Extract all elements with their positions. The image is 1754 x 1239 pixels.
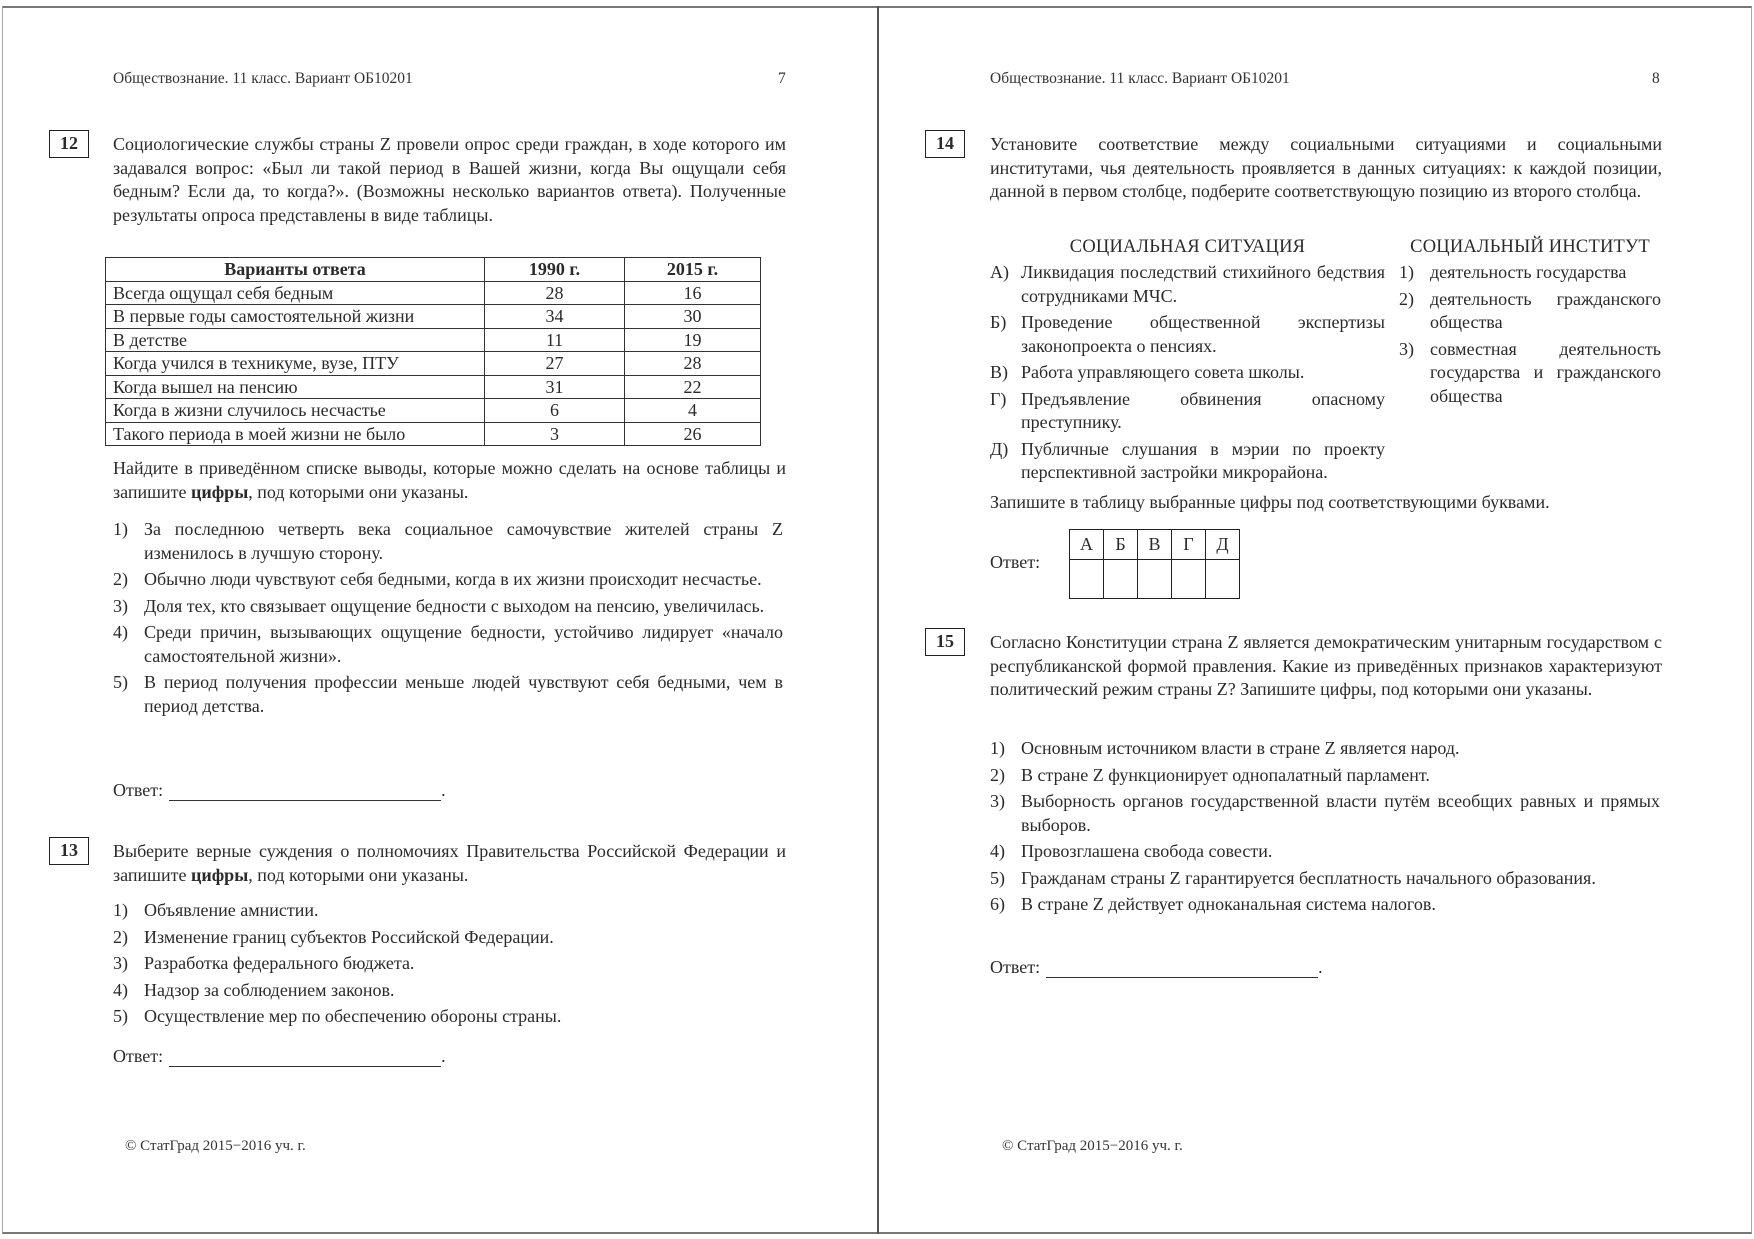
grid-letter: В [1138,530,1172,560]
row-label: В детстве [106,328,485,352]
value-1990: 3 [485,422,625,446]
page-number: 8 [1652,70,1660,87]
situation-item: Д) Публичные слушания в мэрии по проекту перспективной застройки микрорайона. [990,438,1385,482]
column-header: Варианты ответа [106,258,485,282]
option-item: 5) В период получения профессии меньше людей чувствуют себя бедными, чем в период детства. [113,672,783,716]
option-item: 3) Разработка федерального бюджета. [113,953,415,973]
value-1990: 27 [485,352,625,376]
task-12-intro: Социологические службы страны Z провели опрос среди граждан, в ходе которого им задавался вопрос: «Был ли такой период в Вашей жизни, когда Вы ощущали себя бедным? Если да, то когда?». (Возможны несколько вариантов ответа). Полученные результаты опроса представлены в виде таблицы. [113,134,786,225]
survey-table-wrap [105,257,761,446]
task-15-options [990,737,1660,920]
row-label: В первые годы самостоятельной жизни [106,305,485,329]
value-1990: 11 [485,328,625,352]
value-1990: 28 [485,281,625,305]
task-14-instruction: Запишите в таблицу выбранные цифры под соответствующими буквами. [990,492,1550,512]
value-2015: 26 [625,422,761,446]
option-item: 5) Осуществление мер по обеспечению обороны страны. [113,1006,562,1026]
row-label: Когда в жизни случилось несчастье [106,399,485,423]
row-label: Когда учился в техникуме, вузе, ПТУ [106,352,485,376]
institutions-column [1399,237,1661,488]
task-number-15: 15 [925,628,965,656]
value-2015: 4 [625,399,761,423]
page-number: 7 [778,70,786,87]
grid-cell-input[interactable] [1138,560,1172,599]
intro-text: Выберите верные суждения о полномочиях Правительства Российской Федерации и запишите [113,841,786,885]
table-row [106,281,761,305]
grid-letter: Г [1172,530,1206,560]
option-item: 1) Основным источником власти в стране Z является народ. [990,738,1460,758]
row-label: Такого периода в моей жизни не было [106,422,485,446]
table-row [106,422,761,446]
grid-letter: Д [1206,530,1240,560]
survey-table [105,257,761,446]
intro-text: , под которыми они указаны. [248,864,469,885]
matching-columns [990,237,1661,488]
option-item: 2) В стране Z функционирует однопалатный парламент. [990,764,1430,785]
table-row [106,375,761,399]
intro-bold: цифры [190,864,249,885]
task-12 [113,133,786,227]
task-14-answer-label: Ответ: [990,552,1041,572]
task-number-13: 13 [49,837,89,865]
table-row [106,305,761,329]
answer-input-line[interactable] [169,1048,441,1067]
task-13-options [113,899,783,1032]
table-header-row [106,258,761,282]
task-number-12: 12 [49,130,89,158]
table-row [106,352,761,376]
task-15-answer: Ответ: . [990,957,1323,977]
row-label: Когда вышел на пенсию [106,375,485,399]
page-header: Обществознание. 11 класс. Вариант ОБ10201 [990,70,1290,87]
answer-input-line[interactable] [169,782,441,801]
situation-item: Г) Предъявление обвинения опасному преступнику. [990,388,1385,432]
value-2015: 28 [625,352,761,376]
option-item: 3) Доля тех, кто связывает ощущение бедности с выходом на пенсию, увеличилась. [113,595,765,616]
option-item: 4) Провозглашена свобода совести. [990,841,1273,861]
grid-cell-input[interactable] [1206,560,1240,599]
institution-item: 3) совместная деятельность государства и гражданского общества [1399,338,1661,406]
value-1990: 6 [485,399,625,423]
column-header: 1990 г. [485,258,625,282]
grid-values-row [1070,560,1240,599]
value-1990: 34 [485,305,625,329]
table-row [106,399,761,423]
task-13-answer: Ответ: . [113,1046,446,1066]
institution-item: 1) деятельность государства [1399,262,1627,282]
task-number-14: 14 [925,130,965,158]
answer-grid [1069,529,1240,599]
column-header: 2015 г. [625,258,761,282]
option-item: 2) Обычно люди чувствуют себя бедными, когда в их жизни происходит несчастье. [113,569,762,589]
instruction-text: , под которыми они указаны. [248,481,469,502]
task-14 [990,133,1662,204]
task-15 [990,631,1662,702]
option-item: 4) Надзор за соблюдением законов. [113,979,395,1000]
situation-item: В) Работа управляющего совета школы. [990,362,1305,382]
option-item: 4) Среди причин, вызывающих ощущение бедности, устойчиво лидирует «начало самостоятельной жизни». [113,622,783,666]
table-row [106,328,761,352]
page-8 [879,0,1754,1239]
option-item: 3) Выборность органов государственной власти путём всеобщих равных и прямых выборов. [990,791,1660,835]
task-12-options [113,518,783,721]
page-header: Обществознание. 11 класс. Вариант ОБ10201 [113,70,413,87]
answer-label: Ответ: [113,1046,164,1066]
answer-label: Ответ: [990,957,1041,977]
row-label: Всегда ощущал себя бедным [106,281,485,305]
option-item: 2) Изменение границ субъектов Российской Федерации. [113,926,554,947]
task-15-intro: Согласно Конституции страна Z является демократическим унитарным государством с республиканской формой правления. Какие из приведённых признаков характеризуют политический режим страны Z? Запишите цифры, под которыми они указаны. [990,632,1662,699]
task-14-intro: Установите соответствие между социальными ситуациями и социальными институтами, чья деятельность проявляется в данных ситуациях: к каждой позиции, данной в первом столбце, подберите соответствующую позицию из второго столбца. [990,134,1662,201]
situations-heading: СОЦИАЛЬНАЯ СИТУАЦИЯ [1069,237,1306,257]
institution-item: 2) деятельность гражданского общества [1399,288,1661,332]
grid-cell-input[interactable] [1172,560,1206,599]
option-item: 5) Гражданам страны Z гарантируется бесплатность начального образования. [990,867,1596,888]
option-item: 1) Объявление амнистии. [113,900,319,920]
answer-input-line[interactable] [1046,959,1318,978]
grid-cell-input[interactable] [1070,560,1104,599]
task-12-answer: Ответ: . [113,780,446,800]
situation-item: А) Ликвидация последствий стихийного бедствия сотрудниками МЧС. [990,262,1385,306]
value-2015: 22 [625,375,761,399]
value-1990: 31 [485,375,625,399]
option-item: 1) За последнюю четверть века социальное самочувствие жителей страны Z изменилось в лучшую сторону. [113,519,783,563]
value-2015: 19 [625,328,761,352]
page-footer: © СтатГрад 2015−2016 уч. г. [1002,1138,1183,1154]
instruction-bold: цифры [190,481,249,502]
situations-column [990,237,1385,488]
instruction-text: Найдите в приведённом списке выводы, которые можно сделать на основе таблицы и запишите [113,458,786,502]
value-2015: 30 [625,305,761,329]
grid-cell-input[interactable] [1104,560,1138,599]
grid-letter: А [1070,530,1104,560]
answer-label: Ответ: [113,780,164,800]
page-footer: © СтатГрад 2015−2016 уч. г. [125,1138,306,1154]
option-item: 6) В стране Z действует одноканальная система налогов. [990,894,1436,914]
grid-letter: Б [1104,530,1138,560]
grid-letters-row [1070,530,1240,560]
task-12-instruction [113,457,786,504]
value-2015: 16 [625,281,761,305]
task-14-answer-grid-wrap [1069,529,1240,599]
situation-item: Б) Проведение общественной экспертизы законопроекта о пенсиях. [990,312,1385,356]
institutions-heading: СОЦИАЛЬНЫЙ ИНСТИТУТ [1410,237,1650,257]
task-13 [113,840,786,887]
